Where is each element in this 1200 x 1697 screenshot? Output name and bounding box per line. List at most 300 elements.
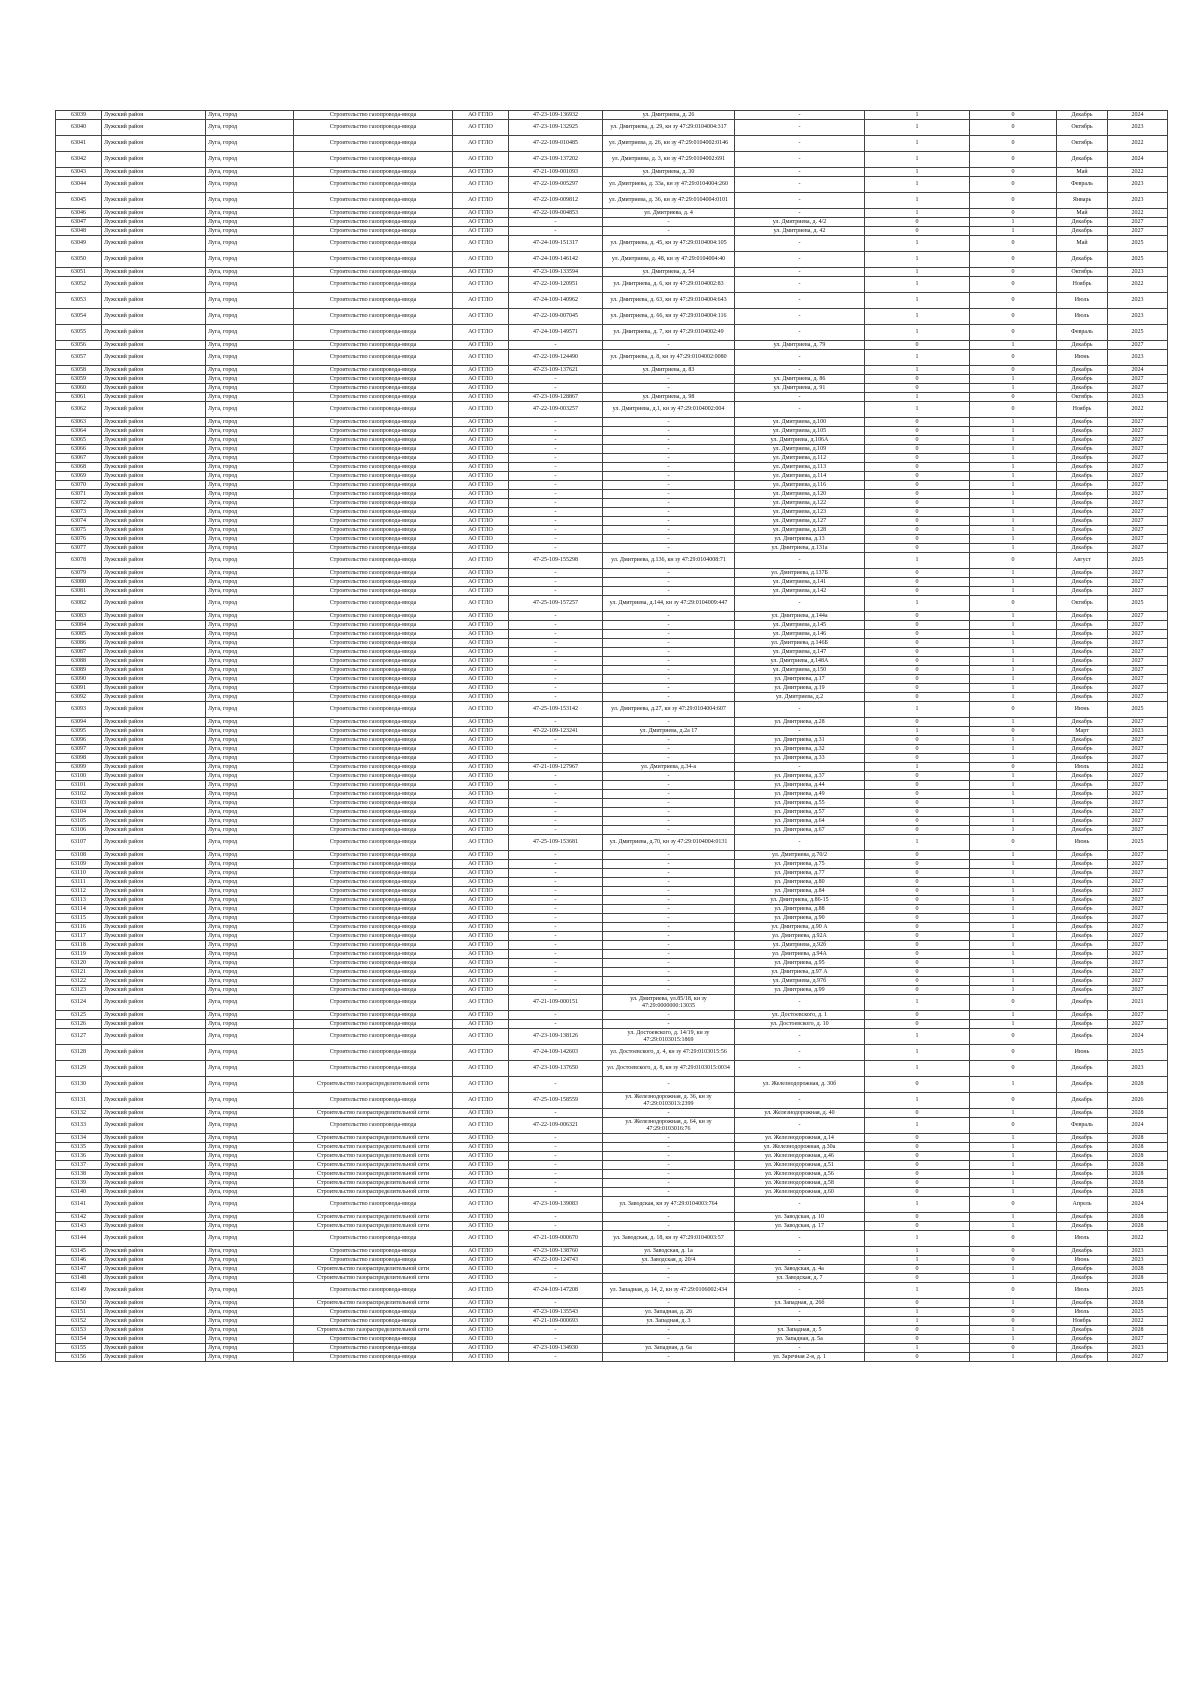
cell-row-id: 63139	[56, 1179, 102, 1188]
cell-row-id: 63043	[56, 168, 102, 177]
cell-year: 2023	[1108, 193, 1168, 209]
cell-count-a: 0	[865, 569, 970, 578]
cell-work-type: Строительство газопровода-ввода	[294, 1231, 453, 1247]
cell-locality: Луга, город	[206, 526, 294, 535]
cell-district: Лужский район	[102, 587, 206, 596]
cell-work-type: Строительство газопровода-ввода	[294, 375, 453, 384]
cell-count-a: 1	[865, 1308, 970, 1317]
cell-count-a: 0	[865, 1274, 970, 1283]
cell-work-type: Строительство газопровода-ввода	[294, 932, 453, 941]
cell-row-id: 63046	[56, 209, 102, 218]
cell-address-with-cadastral: -	[603, 544, 735, 553]
cell-month: Декабрь	[1057, 587, 1108, 596]
cell-month: Декабрь	[1057, 986, 1108, 995]
cell-locality: Луга, город	[206, 1265, 294, 1274]
cell-address-with-cadastral: -	[603, 878, 735, 887]
cell-district: Лужский район	[102, 1093, 206, 1109]
cell-locality: Луга, город	[206, 666, 294, 675]
cell-year: 2024	[1108, 111, 1168, 120]
cell-work-type: Строительство газопровода-ввода	[294, 914, 453, 923]
cell-count-a: 1	[865, 325, 970, 341]
cell-organization: АО ГГЛО	[453, 152, 509, 168]
cell-month: Октябрь	[1057, 596, 1108, 612]
cell-count-a: 0	[865, 657, 970, 666]
cell-count-b: 0	[970, 995, 1057, 1011]
cell-count-b: 1	[970, 1353, 1057, 1362]
cell-month: Май	[1057, 209, 1108, 218]
cell-count-b: 1	[970, 630, 1057, 639]
cell-month: Декабрь	[1057, 826, 1108, 835]
cell-row-id: 63066	[56, 445, 102, 454]
cell-work-type: Строительство газопровода-ввода	[294, 111, 453, 120]
cell-district: Лужский район	[102, 718, 206, 727]
cell-month: Декабрь	[1057, 666, 1108, 675]
cell-work-type: Строительство газопровода-ввода	[294, 878, 453, 887]
cell-count-b: 0	[970, 168, 1057, 177]
cell-address: ул. Дмитриева, д.114	[735, 472, 865, 481]
cell-organization: АО ГГЛО	[453, 630, 509, 639]
cell-district: Лужский район	[102, 781, 206, 790]
cell-year: 2028	[1108, 1143, 1168, 1152]
cell-count-b: 0	[970, 596, 1057, 612]
cell-address-with-cadastral: -	[603, 427, 735, 436]
cell-organization: АО ГГЛО	[453, 754, 509, 763]
cell-address-with-cadastral: -	[603, 905, 735, 914]
cell-row-id: 63140	[56, 1188, 102, 1197]
cell-work-type: Строительство газопровода-ввода	[294, 968, 453, 977]
cell-locality: Луга, город	[206, 869, 294, 878]
cell-application-number: -	[509, 1299, 603, 1308]
cell-work-type: Строительство газопровода-ввода	[294, 702, 453, 718]
cell-application-number: -	[509, 772, 603, 781]
cell-year: 2027	[1108, 639, 1168, 648]
cell-row-id: 63087	[56, 648, 102, 657]
cell-locality: Луга, город	[206, 860, 294, 869]
cell-organization: АО ГГЛО	[453, 1213, 509, 1222]
cell-year: 2022	[1108, 209, 1168, 218]
cell-locality: Луга, город	[206, 1077, 294, 1093]
cell-row-id: 63143	[56, 1222, 102, 1231]
table-row	[56, 790, 1168, 799]
cell-locality: Луга, город	[206, 950, 294, 959]
cell-row-id: 63065	[56, 436, 102, 445]
cell-year: 2027	[1108, 781, 1168, 790]
cell-count-b: 1	[970, 923, 1057, 932]
cell-year: 2023	[1108, 727, 1168, 736]
cell-month: Июль	[1057, 293, 1108, 309]
cell-count-b: 0	[970, 402, 1057, 418]
cell-month: Декабрь	[1057, 639, 1108, 648]
cell-address-with-cadastral: -	[603, 781, 735, 790]
cell-address: -	[735, 402, 865, 418]
cell-count-a: 1	[865, 1344, 970, 1353]
cell-count-a: 0	[865, 648, 970, 657]
cell-count-a: 0	[865, 941, 970, 950]
cell-organization: АО ГГЛО	[453, 932, 509, 941]
cell-district: Лужский район	[102, 177, 206, 193]
cell-district: Лужский район	[102, 727, 206, 736]
cell-year: 2025	[1108, 553, 1168, 569]
cell-address: ул. Дмитриева, д.97 А	[735, 968, 865, 977]
cell-address-with-cadastral: -	[603, 754, 735, 763]
cell-row-id: 63153	[56, 1326, 102, 1335]
cell-count-b: 1	[970, 526, 1057, 535]
cell-month: Декабрь	[1057, 569, 1108, 578]
cell-year: 2027	[1108, 817, 1168, 826]
cell-year: 2027	[1108, 436, 1168, 445]
cell-application-number: 47-23-109-137650	[509, 1061, 603, 1077]
cell-application-number: -	[509, 1335, 603, 1344]
cell-work-type: Строительство газопровода-ввода	[294, 218, 453, 227]
cell-count-a: 1	[865, 193, 970, 209]
cell-district: Лужский район	[102, 1045, 206, 1061]
cell-address-with-cadastral: -	[603, 535, 735, 544]
table-row	[56, 111, 1168, 120]
cell-count-a: 1	[865, 309, 970, 325]
table-row	[56, 968, 1168, 977]
cell-address: ул. Заводская, д. 4а	[735, 1265, 865, 1274]
cell-district: Лужский район	[102, 995, 206, 1011]
cell-work-type: Строительство газопровода-ввода	[294, 1118, 453, 1134]
cell-month: Декабрь	[1057, 808, 1108, 817]
cell-application-number: 47-21-109-001093	[509, 168, 603, 177]
cell-locality: Луга, город	[206, 268, 294, 277]
cell-count-a: 0	[865, 1179, 970, 1188]
cell-district: Лужский район	[102, 1256, 206, 1265]
cell-application-number: 47-24-109-149571	[509, 325, 603, 341]
cell-month: Декабрь	[1057, 1335, 1108, 1344]
cell-year: 2027	[1108, 463, 1168, 472]
cell-application-number: -	[509, 384, 603, 393]
cell-month: Декабрь	[1057, 517, 1108, 526]
table-row	[56, 1143, 1168, 1152]
cell-month: Декабрь	[1057, 684, 1108, 693]
cell-locality: Луга, город	[206, 1045, 294, 1061]
cell-district: Лужский район	[102, 790, 206, 799]
cell-organization: АО ГГЛО	[453, 684, 509, 693]
cell-row-id: 63078	[56, 553, 102, 569]
cell-row-id: 63071	[56, 490, 102, 499]
cell-work-type: Строительство газопровода-ввода	[294, 781, 453, 790]
table-row	[56, 630, 1168, 639]
cell-address-with-cadastral: -	[603, 1011, 735, 1020]
table-row	[56, 1222, 1168, 1231]
cell-locality: Луга, город	[206, 878, 294, 887]
cell-locality: Луга, город	[206, 693, 294, 702]
cell-row-id: 63057	[56, 350, 102, 366]
cell-organization: АО ГГЛО	[453, 1143, 509, 1152]
cell-work-type: Строительство газопровода-ввода	[294, 1093, 453, 1109]
cell-work-type: Строительство газопровода-ввода	[294, 905, 453, 914]
cell-address-with-cadastral: ул. Дмитриева, д. 4	[603, 209, 735, 218]
cell-row-id: 63070	[56, 481, 102, 490]
cell-district: Лужский район	[102, 1274, 206, 1283]
cell-work-type: Строительство газопровода-ввода	[294, 553, 453, 569]
cell-year: 2027	[1108, 481, 1168, 490]
cell-address: ул. Дмитриева, д.150	[735, 666, 865, 675]
cell-application-number: -	[509, 1274, 603, 1283]
cell-year: 2021	[1108, 995, 1168, 1011]
cell-address: ул. Дмитриева, д.37	[735, 772, 865, 781]
table-row	[56, 995, 1168, 1011]
cell-year: 2027	[1108, 418, 1168, 427]
cell-year: 2027	[1108, 218, 1168, 227]
cell-year: 2025	[1108, 236, 1168, 252]
cell-year: 2027	[1108, 878, 1168, 887]
cell-month: Декабрь	[1057, 790, 1108, 799]
cell-locality: Луга, город	[206, 736, 294, 745]
cell-organization: АО ГГЛО	[453, 393, 509, 402]
cell-work-type: Строительство газопровода-ввода	[294, 341, 453, 350]
cell-month: Декабрь	[1057, 851, 1108, 860]
cell-organization: АО ГГЛО	[453, 887, 509, 896]
cell-count-b: 1	[970, 227, 1057, 236]
table-row	[56, 227, 1168, 236]
cell-row-id: 63100	[56, 772, 102, 781]
cell-locality: Луга, город	[206, 808, 294, 817]
cell-month: Декабрь	[1057, 772, 1108, 781]
cell-address-with-cadastral: ул. Дмитриева, д. 29, кн зу 47:29:0104004:317	[603, 120, 735, 136]
cell-row-id: 63112	[56, 887, 102, 896]
cell-district: Лужский район	[102, 1213, 206, 1222]
cell-count-b: 0	[970, 111, 1057, 120]
cell-address: ул. Дмитриева, д.100	[735, 418, 865, 427]
cell-row-id: 63045	[56, 193, 102, 209]
cell-address-with-cadastral: ул. Дмитриева, д. 45, кн зу 47:29:0104004:105	[603, 236, 735, 252]
cell-month: Июль	[1057, 1231, 1108, 1247]
cell-organization: АО ГГЛО	[453, 366, 509, 375]
cell-application-number: 47-23-109-135543	[509, 1308, 603, 1317]
table-row	[56, 252, 1168, 268]
cell-organization: АО ГГЛО	[453, 1247, 509, 1256]
cell-count-a: 1	[865, 252, 970, 268]
cell-row-id: 63047	[56, 218, 102, 227]
cell-year: 2023	[1108, 350, 1168, 366]
table-row	[56, 569, 1168, 578]
cell-organization: АО ГГЛО	[453, 896, 509, 905]
cell-application-number: -	[509, 1134, 603, 1143]
cell-locality: Луга, город	[206, 1308, 294, 1317]
cell-locality: Луга, город	[206, 675, 294, 684]
cell-count-a: 1	[865, 1029, 970, 1045]
cell-district: Лужский район	[102, 1308, 206, 1317]
cell-count-b: 1	[970, 826, 1057, 835]
cell-application-number: 47-22-109-004853	[509, 209, 603, 218]
cell-application-number: 47-23-109-137202	[509, 152, 603, 168]
cell-count-a: 0	[865, 587, 970, 596]
cell-year: 2024	[1108, 152, 1168, 168]
cell-locality: Луга, город	[206, 499, 294, 508]
cell-month: Декабрь	[1057, 1213, 1108, 1222]
table-row	[56, 1308, 1168, 1317]
cell-locality: Луга, город	[206, 1317, 294, 1326]
cell-count-b: 1	[970, 472, 1057, 481]
cell-count-b: 1	[970, 375, 1057, 384]
cell-month: Июль	[1057, 1283, 1108, 1299]
cell-address-with-cadastral: ул. Западная, д. 3	[603, 1317, 735, 1326]
cell-count-a: 1	[865, 727, 970, 736]
cell-count-b: 0	[970, 1308, 1057, 1317]
cell-address-with-cadastral: -	[603, 227, 735, 236]
cell-address-with-cadastral: -	[603, 790, 735, 799]
cell-district: Лужский район	[102, 1029, 206, 1045]
table-row	[56, 648, 1168, 657]
table-row	[56, 587, 1168, 596]
cell-year: 2027	[1108, 384, 1168, 393]
table-row	[56, 490, 1168, 499]
cell-application-number: -	[509, 341, 603, 350]
cell-organization: АО ГГЛО	[453, 790, 509, 799]
cell-address: ул. Дмитриева, д.146Б	[735, 639, 865, 648]
cell-district: Лужский район	[102, 366, 206, 375]
cell-address: -	[735, 209, 865, 218]
cell-address-with-cadastral: -	[603, 896, 735, 905]
cell-month: Декабрь	[1057, 932, 1108, 941]
cell-address: ул. Дмитриева, д.13	[735, 535, 865, 544]
cell-count-a: 1	[865, 1231, 970, 1247]
cell-address: ул. Дмитриева, д.112	[735, 454, 865, 463]
cell-month: Июнь	[1057, 835, 1108, 851]
cell-district: Лужский район	[102, 1344, 206, 1353]
cell-year: 2027	[1108, 914, 1168, 923]
cell-locality: Луга, город	[206, 454, 294, 463]
cell-district: Лужский район	[102, 508, 206, 517]
cell-month: Декабрь	[1057, 878, 1108, 887]
cell-application-number: -	[509, 1170, 603, 1179]
cell-year: 2027	[1108, 851, 1168, 860]
cell-organization: АО ГГЛО	[453, 578, 509, 587]
cell-address: ул. Дмитриева, д.109	[735, 445, 865, 454]
cell-month: Декабрь	[1057, 896, 1108, 905]
cell-month: Декабрь	[1057, 1061, 1108, 1077]
cell-year: 2027	[1108, 772, 1168, 781]
cell-year: 2028	[1108, 1299, 1168, 1308]
table-row	[56, 835, 1168, 851]
cell-application-number: -	[509, 1265, 603, 1274]
cell-organization: АО ГГЛО	[453, 1161, 509, 1170]
cell-organization: АО ГГЛО	[453, 517, 509, 526]
table-row	[56, 1170, 1168, 1179]
cell-address-with-cadastral: ул. Достоевского, д. 4, кн зу 47:29:0103015:56	[603, 1045, 735, 1061]
cell-organization: АО ГГЛО	[453, 639, 509, 648]
cell-work-type: Строительство газопровода-ввода	[294, 463, 453, 472]
cell-locality: Луга, город	[206, 111, 294, 120]
cell-organization: АО ГГЛО	[453, 1118, 509, 1134]
cell-organization: АО ГГЛО	[453, 481, 509, 490]
cell-address-with-cadastral: -	[603, 384, 735, 393]
cell-organization: АО ГГЛО	[453, 693, 509, 702]
cell-locality: Луга, город	[206, 1020, 294, 1029]
cell-application-number: 47-23-109-138126	[509, 1029, 603, 1045]
cell-address-with-cadastral: ул. Дмитриева, д. 30	[603, 168, 735, 177]
cell-year: 2022	[1108, 1231, 1168, 1247]
cell-application-number: 47-24-109-140962	[509, 293, 603, 309]
cell-locality: Луга, город	[206, 587, 294, 596]
cell-address-with-cadastral: ул. Дмитриева, д. 3, кн зу 47:29:0104002:691	[603, 152, 735, 168]
cell-address: ул. Дмитриева, д.145	[735, 621, 865, 630]
cell-month: Декабрь	[1057, 544, 1108, 553]
table-row	[56, 736, 1168, 745]
cell-count-a: 0	[865, 1109, 970, 1118]
cell-year: 2023	[1108, 1061, 1168, 1077]
cell-count-b: 1	[970, 639, 1057, 648]
cell-count-a: 1	[865, 168, 970, 177]
cell-count-a: 1	[865, 366, 970, 375]
cell-organization: АО ГГЛО	[453, 648, 509, 657]
cell-application-number: 47-25-109-155298	[509, 553, 603, 569]
cell-count-a: 0	[865, 1152, 970, 1161]
cell-row-id: 63092	[56, 693, 102, 702]
cell-address: -	[735, 1317, 865, 1326]
table-row	[56, 1317, 1168, 1326]
cell-work-type: Строительство газопровода-ввода	[294, 544, 453, 553]
cell-month: Декабрь	[1057, 630, 1108, 639]
table-row	[56, 1344, 1168, 1353]
cell-district: Лужский район	[102, 463, 206, 472]
table-row	[56, 535, 1168, 544]
cell-application-number: -	[509, 781, 603, 790]
cell-year: 2027	[1108, 923, 1168, 932]
cell-count-b: 0	[970, 1283, 1057, 1299]
cell-count-a: 0	[865, 905, 970, 914]
cell-application-number: -	[509, 499, 603, 508]
cell-application-number: -	[509, 1152, 603, 1161]
cell-year: 2025	[1108, 1308, 1168, 1317]
cell-count-b: 1	[970, 569, 1057, 578]
cell-address: -	[735, 1029, 865, 1045]
cell-count-b: 1	[970, 1274, 1057, 1283]
cell-address-with-cadastral: -	[603, 1326, 735, 1335]
cell-count-a: 0	[865, 1143, 970, 1152]
cell-application-number: -	[509, 463, 603, 472]
cell-application-number: 47-22-109-120951	[509, 277, 603, 293]
cell-count-b: 1	[970, 790, 1057, 799]
cell-month: Декабрь	[1057, 1020, 1108, 1029]
cell-month: Декабрь	[1057, 718, 1108, 727]
cell-address: ул. Дмитриева, д.97б	[735, 977, 865, 986]
cell-count-a: 0	[865, 578, 970, 587]
cell-count-b: 1	[970, 218, 1057, 227]
cell-organization: АО ГГЛО	[453, 878, 509, 887]
cell-locality: Луга, город	[206, 578, 294, 587]
cell-month: Декабрь	[1057, 995, 1108, 1011]
cell-organization: АО ГГЛО	[453, 657, 509, 666]
cell-count-b: 1	[970, 745, 1057, 754]
cell-count-a: 0	[865, 914, 970, 923]
cell-locality: Луга, город	[206, 402, 294, 418]
cell-address-with-cadastral: -	[603, 693, 735, 702]
cell-address: -	[735, 1045, 865, 1061]
table-row	[56, 375, 1168, 384]
cell-address-with-cadastral: -	[603, 1179, 735, 1188]
cell-organization: АО ГГЛО	[453, 325, 509, 341]
cell-year: 2022	[1108, 1317, 1168, 1326]
table-row	[56, 702, 1168, 718]
cell-locality: Луга, город	[206, 1179, 294, 1188]
cell-count-b: 1	[970, 535, 1057, 544]
cell-work-type: Строительство газопровода-ввода	[294, 1197, 453, 1213]
cell-count-a: 1	[865, 236, 970, 252]
cell-address: -	[735, 168, 865, 177]
cell-month: Декабрь	[1057, 1152, 1108, 1161]
table-row	[56, 268, 1168, 277]
cell-address: ул. Заречная 2-я, д. 1	[735, 1353, 865, 1362]
cell-organization: АО ГГЛО	[453, 418, 509, 427]
cell-application-number: -	[509, 808, 603, 817]
cell-address: ул. Дмитриева, д.113	[735, 463, 865, 472]
cell-work-type: Строительство газопровода-ввода	[294, 427, 453, 436]
cell-address-with-cadastral: -	[603, 1265, 735, 1274]
